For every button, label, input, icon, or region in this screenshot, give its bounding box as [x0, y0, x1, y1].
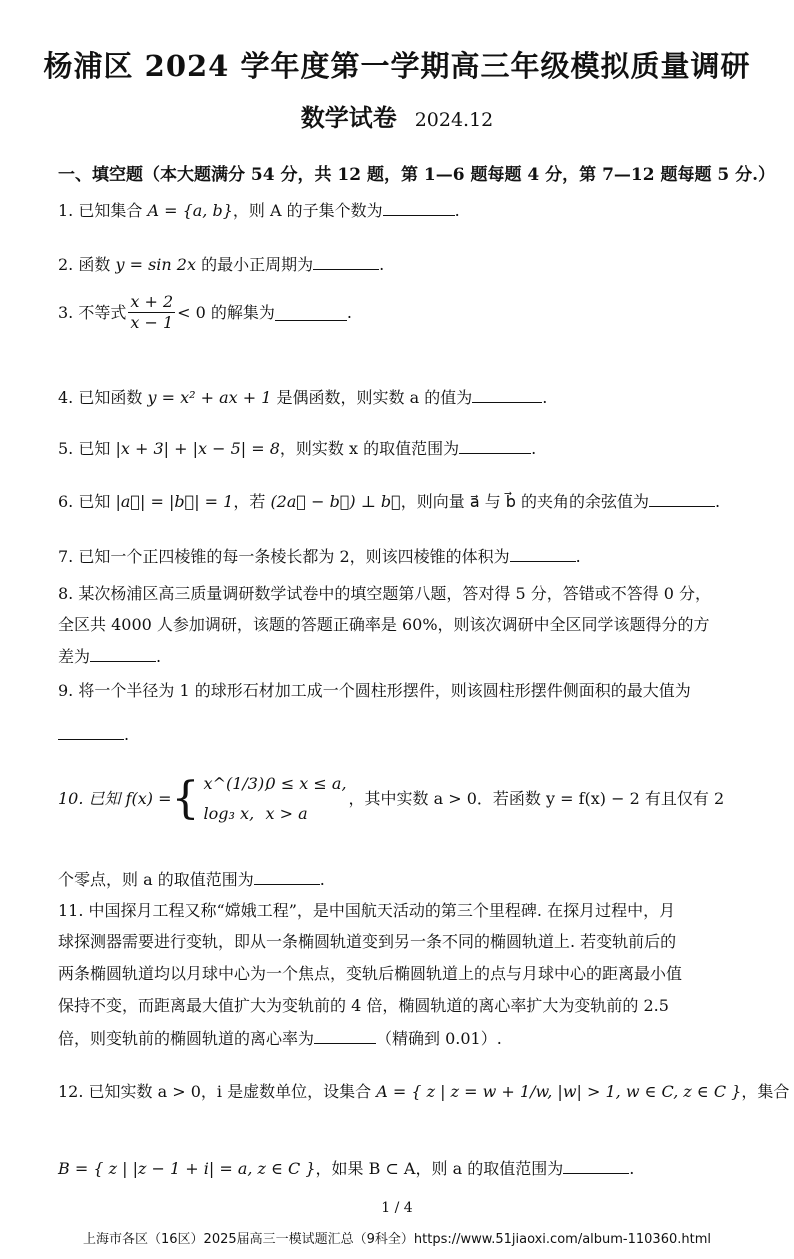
question-10-line-2: 个零点，则 a 的取值范围为 . [58, 870, 325, 889]
answer-blank[interactable] [563, 1172, 629, 1174]
question-1: 1. 已知集合 A = {a, b}，则 A 的子集个数为 . [58, 201, 460, 220]
question-8-line-1: 8. 某次杨浦区高三质量调研数学试卷中的填空题第八题，答对得 5 分，答错或不答得 0 分， [58, 584, 712, 603]
question-9-answer-line: . [58, 727, 129, 743]
case-row-1: x^(1/3),0 ≤ x ≤ a, [203, 774, 347, 793]
question-7: 7. 已知一个正四棱锥的每一条棱长都为 2，则该四棱锥的体积为 . [58, 547, 581, 566]
section-heading: 一、填空题（本大题满分 54 分，共 12 题，第 1—6 题每题 4 分，第 7—12 题每题 5 分.） [58, 165, 776, 185]
question-3: 3. 不等式 $\frac{x + 2}{x - 1}$ < 0 的解集为 . [58, 292, 352, 332]
subject-label: 数学试卷 [300, 103, 397, 132]
answer-blank[interactable] [459, 452, 531, 454]
answer-blank[interactable] [275, 319, 347, 321]
piecewise-cases [204, 769, 347, 829]
exam-date: 2024.12 [414, 109, 494, 131]
set-a-formula: A = { z | z = w + 1/w, |w| > 1, w ∈ C, z ∈ C } [376, 1082, 742, 1101]
set-b-formula: B = { z | |z − 1 + i| = a, z ∈ C } [58, 1159, 316, 1178]
answer-blank[interactable] [314, 1042, 376, 1044]
formula: y = x² + ax + 1 [147, 388, 272, 407]
source-link[interactable]: 上海市各区（16区）2025届高三一模试题汇总（9科全）https://www.51jiaoxi.com/album-110360.html [83, 1232, 711, 1247]
question-8-line-2: 全区共 4000 人参加调研，该题的答题正确率是 60%，则该次调研中全区同学该题得分的方 [58, 615, 710, 634]
question-11-line-2: 球探测器需要进行变轨，即从一条椭圆轨道变到另一条不同的椭圆轨道上. 若变轨前后的 [58, 932, 677, 951]
answer-blank[interactable] [254, 883, 320, 885]
answer-blank[interactable] [313, 268, 379, 270]
answer-blank[interactable] [383, 214, 455, 216]
question-2: 2. 函数 y = sin 2x 的最小正周期为 . [58, 255, 385, 274]
question-9: 9. 将一个半径为 1 的球形石材加工成一个圆柱形摆件，则该圆柱形摆件侧面积的最大值为 [58, 681, 691, 700]
answer-blank[interactable] [58, 738, 124, 740]
question-6: 6. 已知 |a⃗| = |b⃗| = 1，若 (2a⃗ − b⃗) ⊥ b⃗，则向量 a⃗ 与 b⃗ 的夹角的余弦值为 . [58, 492, 721, 511]
question-11-line-4: 保持不变，而距离最大值扩大为变轨前的 4 倍，椭圆轨道的离心率扩大为变轨前的 2.5 [58, 996, 669, 1015]
question-12-line-1: 12. 已知实数 a > 0，i 是虚数单位，设集合 A = { z | z = w + 1/w, |w| > 1, w ∈ C, z ∈ C }，集合 [58, 1082, 790, 1101]
question-11-line-5: 倍，则变轨前的椭圆轨道的离心率为 （精确到 0.01）. [58, 1029, 502, 1048]
fraction: $\frac{x + 2}{x - 1}$ [130, 292, 174, 332]
question-11-line-3: 两条椭圆轨道均以月球中心为一个焦点，变轨后椭圆轨道上的点与月球中心的距离最小值 [58, 964, 683, 983]
question-5: 5. 已知 |x + 3| + |x − 5| = 8，则实数 x 的取值范围为 . [58, 439, 537, 458]
formula: A = {a, b} [147, 201, 233, 220]
answer-blank[interactable] [90, 660, 156, 662]
answer-blank[interactable] [472, 401, 542, 403]
question-11-line-1: 11. 中国探月工程又称“嫦娥工程”，是中国航天活动的第三个里程碑. 在探月过程中，月 [58, 901, 676, 920]
answer-blank[interactable] [649, 505, 715, 507]
page-number: 1 / 4 [381, 1200, 413, 1216]
formula: (2a⃗ − b⃗) ⊥ b⃗ [270, 492, 401, 511]
question-10: 10. 已知 f(x) = { x^(1/3),0 ≤ x ≤ a, log₃ x, x > a ，其中实数 a > 0．若函数 y = f(x) − 2 有且仅有 2 [58, 764, 724, 834]
answer-blank[interactable] [510, 560, 576, 562]
question-4: 4. 已知函数 y = x² + ax + 1 是偶函数，则实数 a 的值为 . [58, 388, 548, 407]
formula: y = sin 2x [115, 255, 196, 274]
left-brace-symbol: { [171, 773, 200, 824]
formula: |x + 3| + |x − 5| = 8 [115, 439, 280, 458]
question-8-line-3: 差为 . [58, 647, 162, 666]
formula: |a⃗| = |b⃗| = 1 [115, 492, 234, 511]
paper-subtitle [0, 98, 794, 133]
case-row-2: log₃ x, x > a [203, 804, 308, 823]
question-12-line-2: B = { z | |z − 1 + i| = a, z ∈ C }，如果 B ⊂ A，则 a 的取值范围为 . [58, 1159, 635, 1178]
paper-title: 杨浦区 2024 学年度第一学期高三年级模拟质量调研 [43, 49, 751, 83]
